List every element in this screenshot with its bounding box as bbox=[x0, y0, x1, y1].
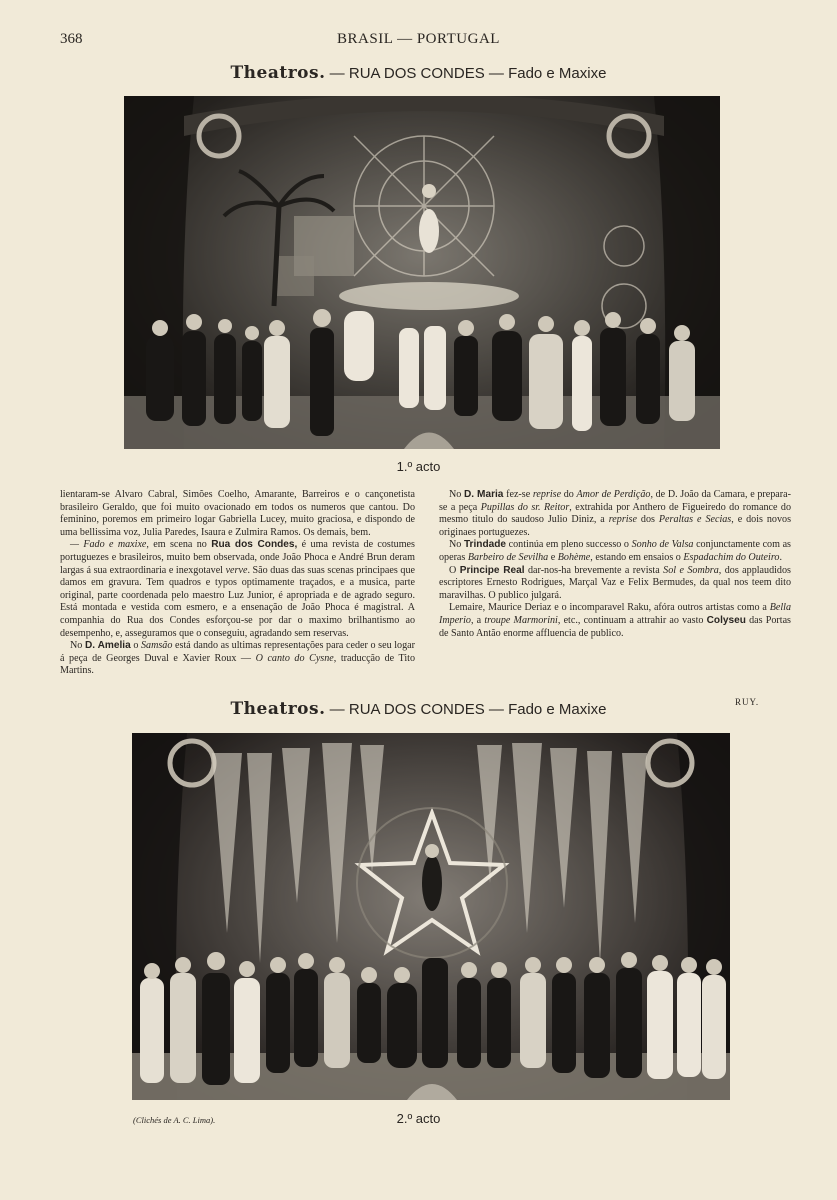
article-left-column bbox=[60, 489, 415, 678]
stage-photo-act-1 bbox=[124, 96, 720, 449]
paragraph: — Fado e maxixe, em scena no Rua dos Condes, é uma revista de costumes portuguezes e brasileiros, muito bem observada, onde João Phoca e André Brun deram largas á sua extraordinaria e inexgotavel verve. São duas das suas scenas principaes que damos em gravura. Tem quadros e typos optimamente traçados, e a musica, parte original, parte coordenada pelo maestro Luz Junior, é apropriada e de agrado seguro. Está montada e vestida com esmero, e a ensenação de João Phoca é magistral. A companhia do Rua dos Condes esforçou-se por dar o maximo brilhantismo ao desempenho, e, asseguramos que o conseguiu, agradando sem reservas. bbox=[60, 539, 415, 639]
article-right-column bbox=[439, 489, 791, 640]
paragraph: lientaram-se Alvaro Cabral, Simões Coelho, Amarante, Barreiros e o cançonetista brasileiro Geraldo, que foi muito ovacionado em todos os numeros que cantou. Do feminino, poremos em primeiro logar Gabriella Lucey, muito graciosa, e dispondo de uma bellissima voz, Julia Paredes, Isaura e Zulmira Ramos. Os demais, bem. bbox=[60, 489, 415, 538]
section-theatre: RUA DOS CONDES bbox=[348, 65, 485, 82]
section-separator: — bbox=[484, 65, 509, 82]
stage-photo-act-2 bbox=[132, 733, 730, 1100]
photo-caption-act-1: 1.º acto bbox=[396, 459, 441, 474]
section-brand: Theatros. bbox=[230, 699, 326, 719]
paragraph: O Principe Real dar-nos-ha brevemente a revista Sol e Sombra, dos applaudidos escriptores Ernesto Rodrigues, Marçal Vaz e Felix Bermudes, da qual nos teem dito maravilhas. O publico julgará. bbox=[439, 564, 791, 601]
section-dash: — bbox=[325, 65, 349, 82]
paragraph: No Trindade continúa em pleno successo o Sonho de Valsa conjunctamente com as operas Barbeiro de Sevilha e Bohème, estando em ensaios o Espadachim do Outeiro. bbox=[439, 539, 791, 563]
section-title-1 bbox=[0, 63, 837, 83]
paragraph: No D. Amelia o Samsão está dando as ultimas representações para ceder o seu logar á peça de Georges Duval e Xavier Roux — O canto do Cysne, traducção de Tito Martins. bbox=[60, 640, 416, 677]
section-separator: — bbox=[484, 701, 509, 718]
photo-caption-act-2: 2.º acto bbox=[396, 1111, 441, 1126]
section-dash: — bbox=[325, 701, 349, 718]
section-play: Fado e Maxixe bbox=[508, 701, 607, 718]
running-title: BRASIL — PORTUGAL bbox=[337, 31, 500, 47]
photo-credit: (Clichés de A. C. Lima). bbox=[133, 1115, 216, 1125]
author-signature: RUY. bbox=[735, 697, 760, 707]
section-play: Fado e Maxixe bbox=[508, 65, 607, 82]
page-number: 368 bbox=[60, 31, 83, 47]
section-brand: Theatros. bbox=[230, 63, 326, 83]
paragraph: No D. Maria fez-se reprise do Amor de Perdição, de D. João da Camara, e prepara-se a peça Pupillas do sr. Reitor, extrahida por Anthero de Figueiredo do romance do mesmo titulo do saudoso Julio Diniz, a reprise dos Peraltas e Secias, e dois novos originaes portuguezes. bbox=[439, 489, 791, 538]
stage-photo-act-1-drawing bbox=[124, 96, 720, 449]
section-theatre: RUA DOS CONDES bbox=[348, 701, 485, 718]
paragraph: Lemaire, Maurice Deriaz e o incomparavel Raku, afóra outros artistas como a Bella Imperio, a troupe Marmorini, etc., continuam a attrahir ao vasto Colyseu das Portas de Santo Antão enorme affluencia de publico. bbox=[439, 602, 791, 639]
stage-photo-act-2-drawing bbox=[132, 733, 730, 1100]
section-title-2 bbox=[0, 699, 837, 719]
